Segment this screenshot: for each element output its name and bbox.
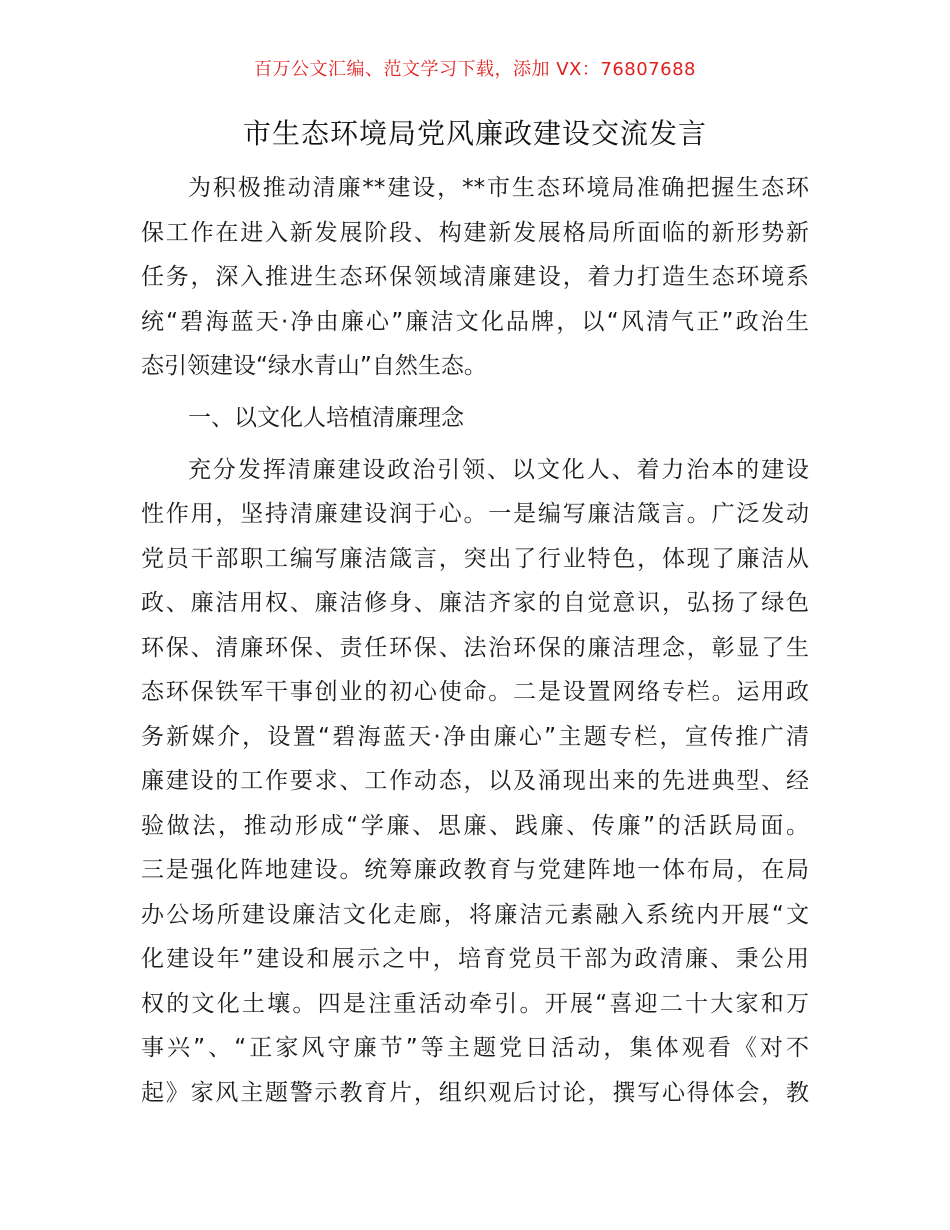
document-title: 市生态环境局党风廉政建设交流发言 [242, 117, 707, 150]
body-line: 充分发挥清廉建设政治引领、以文化人、着力治本的建设 [188, 457, 809, 483]
body-line: 政、廉洁用权、廉洁修身、廉洁齐家的自觉意识，弘扬了绿色 [141, 590, 809, 616]
body-line: 态引领建设“绿水青山”自然生态。 [141, 353, 487, 379]
section-heading: 一、以文化人培植清廉理念 [188, 405, 464, 431]
body-line: 党员干部职工编写廉洁箴言，突出了行业特色，体现了廉洁从 [141, 546, 809, 572]
body-line: 保工作在进入新发展阶段、构建新发展格局所面临的新形势新 [141, 220, 809, 246]
body-line: 廉建设的工作要求、工作动态，以及涌现出来的先进典型、经 [141, 768, 809, 794]
header-promo-note: 百万公文汇编、范文学习下载，添加 VX：76807688 [254, 59, 696, 80]
body-line: 为积极推动清廉**建设，**市生态环境局准确把握生态环 [188, 175, 809, 201]
body-line: 性作用，坚持清廉建设润于心。一是编写廉洁箴言。广泛发动 [141, 501, 809, 527]
body-line: 三是强化阵地建设。统筹廉政教育与党建阵地一体布局，在局 [141, 857, 809, 883]
body-line: 事兴”、“正家风守廉节”等主题党日活动，集体观看《对不 [141, 1035, 809, 1061]
body-line: 起》家风主题警示教育片，组织观后讨论，撰写心得体会，教 [141, 1080, 809, 1106]
body-line: 务新媒介，设置“碧海蓝天·净由廉心”主题专栏，宣传推广清 [141, 724, 809, 750]
body-line: 任务，深入推进生态环保领域清廉建设，着力打造生态环境系 [141, 264, 809, 290]
body-line: 验做法，推动形成“学廉、思廉、践廉、传廉”的活跃局面。 [141, 813, 809, 839]
body-line: 环保、清廉环保、责任环保、法治环保的廉洁理念，彰显了生 [141, 635, 809, 661]
body-line: 化建设年”建设和展示之中，培育党员干部为政清廉、秉公用 [141, 946, 809, 972]
body-line: 统“碧海蓝天·净由廉心”廉洁文化品牌，以“风清气正”政治生 [141, 309, 809, 335]
body-line: 办公场所建设廉洁文化走廊，将廉洁元素融入系统内开展“文 [141, 902, 809, 928]
body-line: 权的文化土壤。四是注重活动牵引。开展“喜迎二十大家和万 [141, 991, 809, 1017]
body-line: 态环保铁军干事创业的初心使命。二是设置网络专栏。运用政 [141, 679, 809, 705]
